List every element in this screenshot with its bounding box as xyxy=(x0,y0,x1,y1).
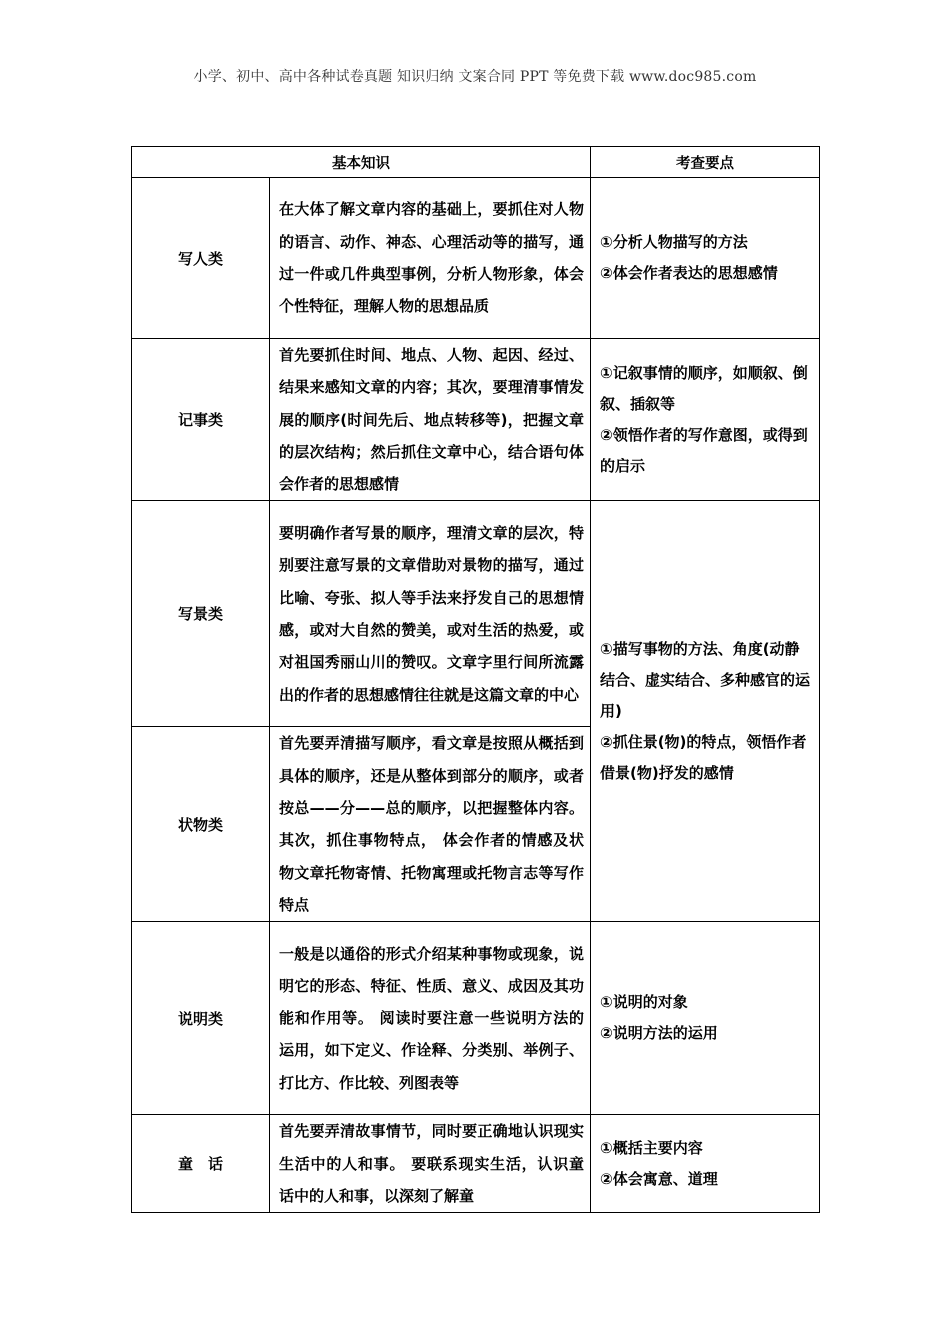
points-cell xyxy=(591,339,820,501)
points-cell xyxy=(591,501,820,922)
category-cell: 写人类 xyxy=(132,178,270,339)
table-row xyxy=(132,178,820,339)
table-row xyxy=(132,1115,820,1213)
knowledge-table xyxy=(131,146,820,1213)
point-item: ①说明的对象 xyxy=(600,993,688,1012)
category-cell: 说明类 xyxy=(132,922,270,1115)
category-cell: 童 话 xyxy=(132,1115,270,1213)
header-knowledge: 基本知识 xyxy=(132,147,591,178)
point-item: ②体会寓意、道理 xyxy=(600,1169,718,1188)
point-item: ②抓住景(物)的特点，领悟作者借景(物)抒发的感情 xyxy=(600,732,807,782)
points-cell xyxy=(591,922,820,1115)
point-item: ②体会作者表达的思想感情 xyxy=(600,264,778,282)
point-item: ①记叙事情的顺序，如顺叙、倒叙、插叙等 xyxy=(600,363,808,413)
knowledge-cell: 一般是以通俗的形式介绍某种事物或现象，说明它的形态、特征、性质、意义、成因及其功能和作用等。 阅读时要注意一些说明方法的运用，如下定义、作诠释、分类别、举例子、打比方、作比较、列图表等 xyxy=(270,922,591,1115)
point-item: ②领悟作者的写作意图，或得到的启示 xyxy=(600,425,808,475)
point-item: ①描写事物的方法、角度(动静结合、虚实结合、多种感官的运用) xyxy=(600,639,811,720)
knowledge-cell: 要明确作者写景的顺序，理清文章的层次，特别要注意写景的文章借助对景物的描写，通过比喻、夸张、拟人等手法来抒发自己的思想情感，或对大自然的赞美，或对生活的热爱，或对祖国秀丽山川的赞叹。文章字里行间所流露出的作者的思想感情往往就是这篇文章的中心 xyxy=(270,501,591,727)
points-cell xyxy=(591,178,820,339)
knowledge-cell: 首先要弄清描写顺序，看文章是按照从概括到具体的顺序，还是从整体到部分的顺序，或者按总——分——总的顺序，以把握整体内容。其次，抓住事物特点， 体会作者的情感及状物文章托物寄情、托物寓理或托物言志等写作特点 xyxy=(270,727,591,922)
table-row xyxy=(132,339,820,501)
point-item: ②说明方法的运用 xyxy=(600,1024,718,1043)
table-header-row xyxy=(132,147,820,178)
point-item: ①分析人物描写的方法 xyxy=(600,233,748,251)
point-item: ①概括主要内容 xyxy=(600,1138,703,1157)
knowledge-cell: 首先要抓住时间、地点、人物、起因、经过、结果来感知文章的内容；其次，要理清事情发展的顺序(时间先后、地点转移等)，把握文章的层次结构；然后抓住文章中心，结合语句体会作者的思想感情 xyxy=(270,339,591,501)
header-points: 考查要点 xyxy=(591,147,820,178)
table-row xyxy=(132,501,820,727)
knowledge-cell: 首先要弄清故事情节，同时要正确地认识现实生活中的人和事。 要联系现实生活，认识童话中的人和事，以深刻了解童 xyxy=(270,1115,591,1213)
points-cell xyxy=(591,1115,820,1213)
table-row xyxy=(132,922,820,1115)
category-cell: 写景类 xyxy=(132,501,270,727)
page-header: 小学、初中、高中各种试卷真题 知识归纳 文案合同 PPT 等免费下载 www.doc985.com xyxy=(193,69,757,85)
category-cell: 记事类 xyxy=(132,339,270,501)
category-cell: 状物类 xyxy=(132,727,270,922)
knowledge-cell: 在大体了解文章内容的基础上，要抓住对人物的语言、动作、神态、心理活动等的描写，通过一件或几件典型事例，分析人物形象，体会个性特征，理解人物的思想品质 xyxy=(270,178,591,339)
